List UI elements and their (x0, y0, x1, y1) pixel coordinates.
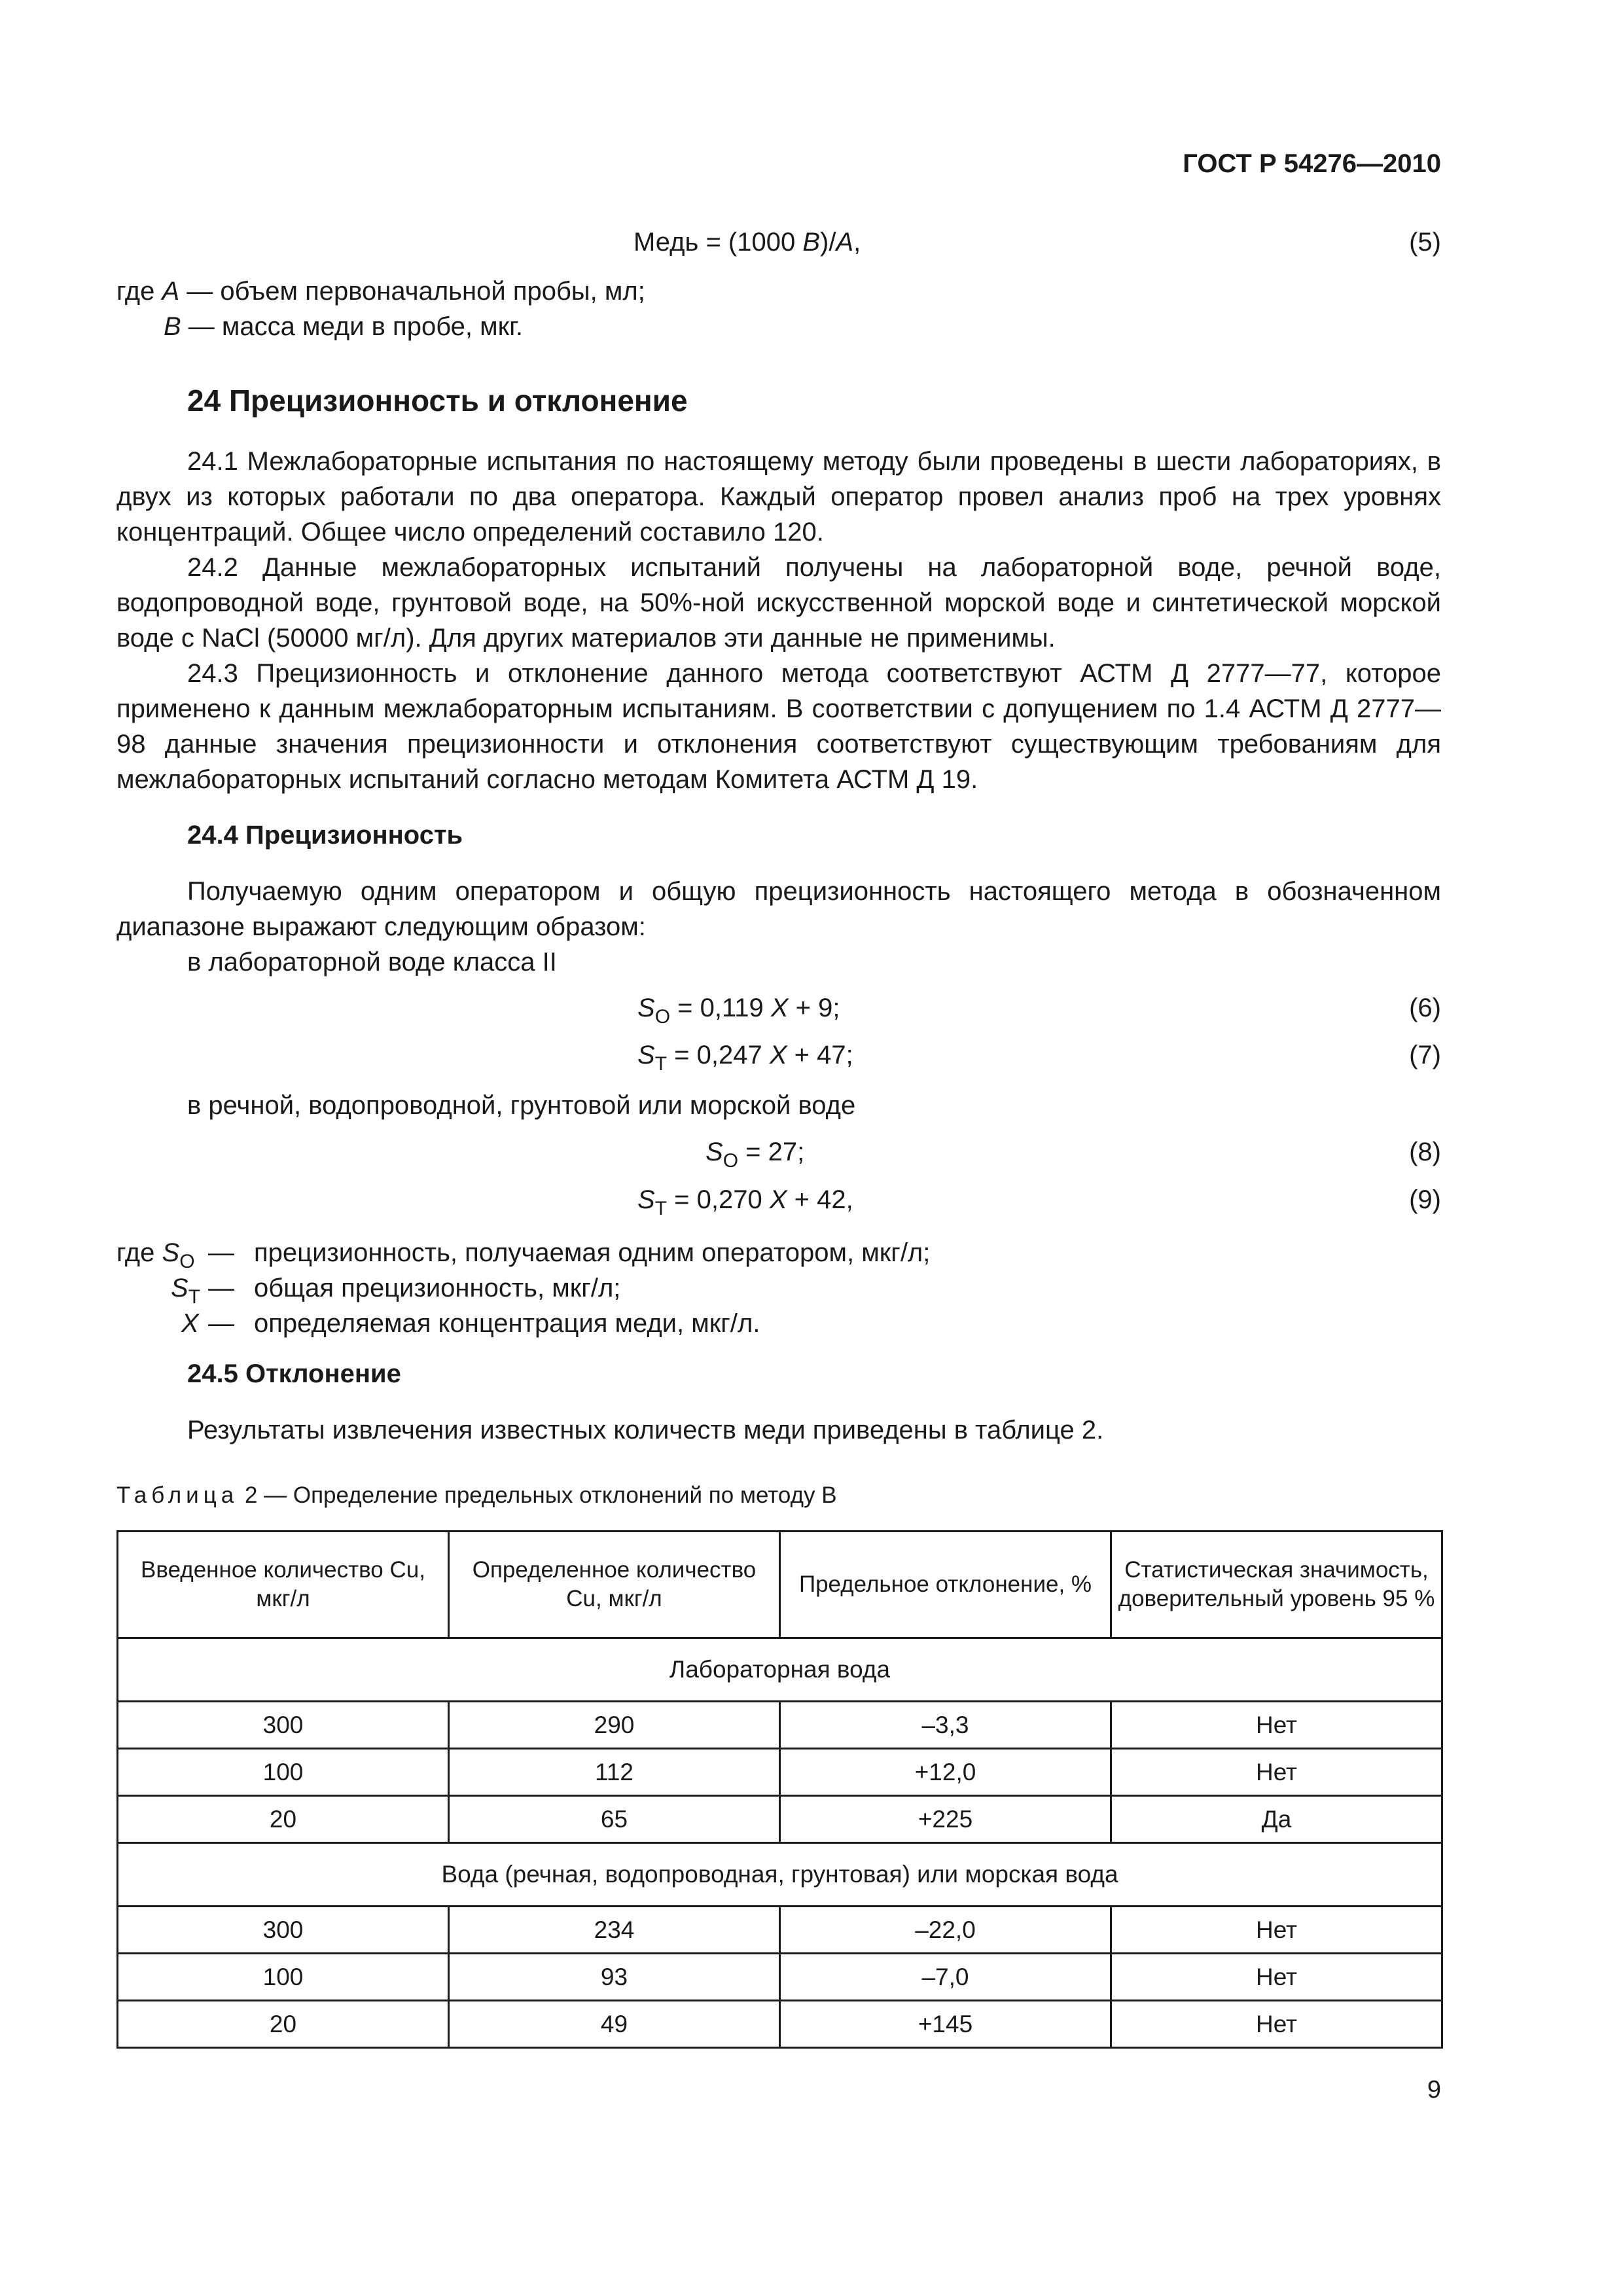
table-cell: Нет (1111, 2001, 1442, 2048)
table-cell: 290 (449, 1702, 780, 1749)
where-so-text: прецизионность, получаемая одним оператором, мкг/л; (254, 1238, 931, 1267)
table-cell: –7,0 (780, 1954, 1111, 2001)
table-cell: 234 (449, 1907, 780, 1954)
table-cell: 300 (118, 1907, 449, 1954)
table-row (118, 1702, 1442, 1749)
table-cell: Нет (1111, 1954, 1442, 2001)
table-row (118, 1796, 1442, 1843)
formula-6 (116, 990, 1441, 1026)
paragraph-24-2: 24.2 Данные межлабораторных испытаний получены на лабораторной воде, речной воде, водопроводной воде, грунтовой воде, на 50%-ной искусственной морской воде и синтетической морской воде с NaCl (50000 мг/л). Для других материалов эти данные не применимы. (116, 553, 1441, 653)
table-cell: 100 (118, 1749, 449, 1796)
where-x-symbol: X (181, 1309, 199, 1338)
where-st-dash: — (208, 1274, 234, 1302)
where-x-dash: — (208, 1309, 234, 1338)
other-water-label: в речной, водопроводной, грунтовой или морской воде (187, 1091, 856, 1120)
table-cell: 49 (449, 2001, 780, 2048)
where-st-text: общая прецизионность, мкг/л; (254, 1274, 621, 1302)
table-cell: –22,0 (780, 1907, 1111, 1954)
table-cell: 300 (118, 1702, 449, 1749)
formula-5-expression: Медь = (1000 B)/A, (633, 228, 861, 257)
table-header-cell: Определенное количество Cu, мкг/л (449, 1532, 780, 1638)
formula-7-number: (7) (1409, 1041, 1441, 1069)
page-number: 9 (1427, 2076, 1441, 2104)
table-2 (116, 1530, 1443, 2049)
table-group-row (118, 1638, 1442, 1702)
formula-8-number: (8) (1409, 1138, 1441, 1166)
formula-6-expression: $S_O = 0,119$ X + 9; (637, 994, 840, 1028)
table-group-row (118, 1843, 1442, 1907)
table-group-title: Лабораторная вода (118, 1638, 1442, 1702)
where-a-line: где A — объем первоначальной пробы, мл; (116, 277, 645, 306)
table-2-caption: Таблица 2 — Определение предельных отклонений по методу В (116, 1482, 837, 1508)
table-cell: +12,0 (780, 1749, 1111, 1796)
table-header-cell: Предельное отклонение, % (780, 1532, 1111, 1638)
table-cell: 20 (118, 1796, 449, 1843)
where-st-symbol: $S_T$ (171, 1274, 201, 1308)
formula-8 (116, 1134, 1441, 1170)
table-cell: –3,3 (780, 1702, 1111, 1749)
formula-8-expression: $S_O = 27$; (705, 1138, 805, 1172)
table-row (118, 2001, 1442, 2048)
table-cell: 93 (449, 1954, 780, 2001)
table-cell: +145 (780, 2001, 1111, 2048)
formula-7 (116, 1037, 1441, 1073)
paragraph-24-3: 24.3 Прецизионность и отклонение данного метода соответствуют АСТМ Д 2777—77, которое применено к данным межлабораторным испытаниям. В соответствии с допущением по 1.4 АСТМ Д 2777—98 данные значения прецизионности и отклонения соответствуют существующим требованиям для межлабораторных испытаний согласно методам Комитета АСТМ Д 19. (116, 659, 1441, 794)
lab-water-label: в лабораторной воде класса II (187, 948, 557, 977)
table-row (118, 1954, 1442, 2001)
paragraph-24-1: 24.1 Межлабораторные испытания по настоящему методу были проведены в шести лабораториях, в двух из которых работали по два оператора. Каждый оператор провел анализ проб на трех уровнях концентраций. Общее число определений составило 120. (116, 447, 1441, 547)
table-cell: 112 (449, 1749, 780, 1796)
table-cell: Да (1111, 1796, 1442, 1843)
table-header-cell: Статистическая значимость, доверительный уровень 95 % (1111, 1532, 1442, 1638)
table-row (118, 1907, 1442, 1954)
formula-7-expression: $S_T = 0,247$ X + 47; (637, 1041, 853, 1075)
table-cell: 20 (118, 2001, 449, 2048)
table-header-cell: Введенное количество Cu, мкг/л (118, 1532, 449, 1638)
paragraph-24-5: Результаты извлечения известных количеств меди приведены в таблице 2. (187, 1416, 1104, 1444)
formula-9 (116, 1182, 1441, 1217)
paragraph-24-4: Получаемую одним оператором и общую прецизионность настоящего метода в обозначенном диапазоне выражают следующим образом: (116, 877, 1441, 941)
formula-5 (116, 224, 1441, 260)
section-24-5-title: 24.5 Отклонение (187, 1359, 401, 1388)
table-cell: +225 (780, 1796, 1111, 1843)
where-so-dash: — (208, 1238, 234, 1267)
where-x-text: определяемая концентрация меди, мкг/л. (254, 1309, 760, 1338)
table-header-row (118, 1532, 1442, 1638)
formula-5-number: (5) (1409, 228, 1441, 257)
section-24-title: 24 Прецизионность и отклонение (187, 384, 688, 418)
table-row (118, 1749, 1442, 1796)
section-24-4-title: 24.4 Прецизионность (187, 821, 463, 850)
table-cell: Нет (1111, 1702, 1442, 1749)
table-cell: 100 (118, 1954, 449, 2001)
table-group-title: Вода (речная, водопроводная, грунтовая) или морская вода (118, 1843, 1442, 1907)
table-cell: Нет (1111, 1749, 1442, 1796)
table-cell: 65 (449, 1796, 780, 1843)
document-code: ГОСТ Р 54276—2010 (1183, 149, 1441, 178)
where-so-line: где $S_O$ (116, 1238, 195, 1272)
where-b-line: B — масса меди в пробе, мкг. (164, 312, 523, 341)
formula-9-expression: $S_T = 0,270$ X + 42, (637, 1185, 853, 1219)
formula-9-number: (9) (1409, 1185, 1441, 1214)
table-cell: Нет (1111, 1907, 1442, 1954)
formula-6-number: (6) (1409, 994, 1441, 1022)
